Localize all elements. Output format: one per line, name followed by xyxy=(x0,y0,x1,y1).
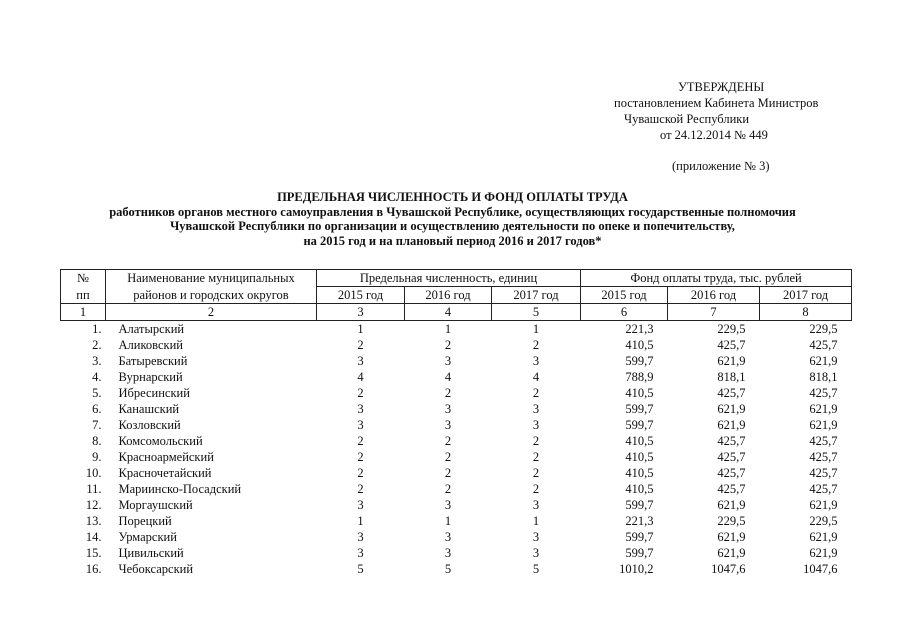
table-row xyxy=(61,529,852,545)
fund-2017: 621,9 xyxy=(809,354,838,368)
fund-2017: 425,7 xyxy=(809,482,838,496)
district-name: Козловский xyxy=(118,418,181,432)
column-number: 5 xyxy=(492,304,581,321)
headcount-2016: 3 xyxy=(444,354,452,368)
fund-2017: 1047,6 xyxy=(803,562,838,576)
headcount-2015: 2 xyxy=(357,434,364,448)
headcount-2015: 3 xyxy=(357,402,364,416)
headcount-2015: 2 xyxy=(357,450,364,464)
fund-2015: 599,7 xyxy=(625,546,654,560)
row-number: 14. xyxy=(85,530,102,544)
fund-2016: 621,9 xyxy=(717,498,746,512)
column-number: 8 xyxy=(760,304,852,321)
row-number: 2. xyxy=(92,338,102,352)
headcount-2017: 3 xyxy=(532,546,540,560)
fund-2016: 425,7 xyxy=(717,386,746,400)
header-num-top: № xyxy=(61,270,106,287)
fund-2016: 425,7 xyxy=(717,450,746,464)
fund-2016: 229,5 xyxy=(717,514,746,528)
fund-2017: 425,7 xyxy=(809,386,838,400)
column-number: 1 xyxy=(61,304,106,321)
headcount-2017: 2 xyxy=(532,338,540,352)
headcount-2016: 2 xyxy=(444,482,452,496)
fund-2015: 599,7 xyxy=(625,530,654,544)
fund-2016: 621,9 xyxy=(717,418,746,432)
district-name: Аликовский xyxy=(118,338,183,352)
headcount-2017: 2 xyxy=(532,450,540,464)
table-row xyxy=(61,417,852,433)
district-name: Урмарский xyxy=(118,530,177,544)
header-year: 2016 год xyxy=(668,287,760,304)
title-line-1: ПРЕДЕЛЬНАЯ ЧИСЛЕННОСТЬ И ФОНД ОПЛАТЫ ТРУДА xyxy=(277,190,628,204)
table-row xyxy=(61,465,852,481)
table-row xyxy=(61,337,852,353)
headcount-2015: 3 xyxy=(357,498,364,512)
headcount-2017: 3 xyxy=(532,402,540,416)
fund-2016: 425,7 xyxy=(717,482,746,496)
row-number: 16. xyxy=(85,562,102,576)
fund-2017: 621,9 xyxy=(809,530,838,544)
headcount-2017: 3 xyxy=(532,418,540,432)
headcount-2017: 3 xyxy=(532,354,540,368)
appendix-note: (приложение № 3) xyxy=(672,159,770,173)
headcount-2016: 2 xyxy=(444,338,452,352)
approval-heading: УТВЕРЖДЕНЫ xyxy=(678,80,765,94)
table-row xyxy=(61,321,852,338)
district-name: Вурнарский xyxy=(118,370,183,384)
fund-2015: 1010,2 xyxy=(619,562,654,576)
headcount-2017: 2 xyxy=(532,386,540,400)
table-row xyxy=(61,353,852,369)
row-number: 6. xyxy=(92,402,102,416)
headcount-2016: 4 xyxy=(444,370,452,384)
table-body xyxy=(61,321,852,578)
fund-2015: 410,5 xyxy=(625,466,654,480)
headcount-2015: 1 xyxy=(357,322,364,336)
fund-2015: 599,7 xyxy=(625,402,654,416)
fund-2015: 410,5 xyxy=(625,450,654,464)
headcount-2017: 3 xyxy=(532,498,540,512)
header-year: 2015 год xyxy=(581,287,668,304)
column-number: 4 xyxy=(405,304,492,321)
header-year: 2016 год xyxy=(405,287,492,304)
fund-2015: 599,7 xyxy=(625,498,654,512)
fund-2016: 1047,6 xyxy=(711,562,746,576)
table-row xyxy=(61,449,852,465)
column-number: 6 xyxy=(581,304,668,321)
title-line-3: Чувашской Республики по организации и осуществлению деятельности по опеке и попечительству, xyxy=(170,219,735,233)
headcount-fund-table xyxy=(60,269,852,577)
row-number: 11. xyxy=(86,482,102,496)
headcount-2015: 2 xyxy=(357,386,364,400)
row-number: 12. xyxy=(85,498,102,512)
headcount-2015: 2 xyxy=(357,482,364,496)
row-number: 15. xyxy=(85,546,102,560)
headcount-2016: 3 xyxy=(444,546,452,560)
district-name: Батыревский xyxy=(118,354,188,368)
headcount-2016: 5 xyxy=(444,562,452,576)
approval-republic: Чувашской Республики xyxy=(624,112,750,126)
approval-date-number: от 24.12.2014 № 449 xyxy=(660,128,768,142)
district-name: Красночетайский xyxy=(118,466,212,480)
fund-2015: 599,7 xyxy=(625,354,654,368)
row-number: 13. xyxy=(85,514,102,528)
district-name: Чебоксарский xyxy=(118,562,194,576)
headcount-2015: 2 xyxy=(357,466,364,480)
headcount-2017: 5 xyxy=(532,562,540,576)
headcount-2017: 4 xyxy=(532,370,540,384)
fund-2015: 410,5 xyxy=(625,434,654,448)
fund-2017: 425,7 xyxy=(809,434,838,448)
header-year: 2017 год xyxy=(760,287,852,304)
fund-2016: 425,7 xyxy=(717,466,746,480)
headcount-2016: 2 xyxy=(444,386,452,400)
table-row xyxy=(61,561,852,577)
table-row xyxy=(61,545,852,561)
headcount-2017: 2 xyxy=(532,482,540,496)
fund-2017: 621,9 xyxy=(809,498,838,512)
title-line-4: на 2015 год и на плановый период 2016 и 2017 годов* xyxy=(303,233,602,248)
headcount-2016: 3 xyxy=(444,402,452,416)
fund-2015: 221,3 xyxy=(625,514,654,528)
fund-2017: 425,7 xyxy=(809,338,838,352)
fund-2016: 425,7 xyxy=(717,434,746,448)
header-name-top: Наименование муниципальных xyxy=(106,270,317,287)
fund-2015: 599,7 xyxy=(625,418,654,432)
fund-2015: 788,9 xyxy=(625,370,654,384)
headcount-2015: 3 xyxy=(357,354,364,368)
headcount-2015: 3 xyxy=(357,546,364,560)
fund-2017: 425,7 xyxy=(809,450,838,464)
fund-2017: 229,5 xyxy=(809,514,838,528)
table-row xyxy=(61,481,852,497)
headcount-2017: 2 xyxy=(532,466,540,480)
fund-2017: 425,7 xyxy=(809,466,838,480)
headcount-2016: 2 xyxy=(444,466,452,480)
headcount-2015: 4 xyxy=(357,370,364,384)
approval-stamp xyxy=(612,79,852,174)
headcount-2016: 3 xyxy=(444,498,452,512)
fund-2016: 229,5 xyxy=(717,322,746,336)
fund-2015: 410,5 xyxy=(625,386,654,400)
row-number: 4. xyxy=(92,370,102,384)
row-number: 8. xyxy=(92,434,102,448)
headcount-2016: 3 xyxy=(444,530,452,544)
fund-2015: 410,5 xyxy=(625,338,654,352)
row-number: 5. xyxy=(92,386,102,400)
headcount-2016: 3 xyxy=(444,418,452,432)
headcount-2015: 2 xyxy=(357,338,364,352)
district-name: Ибресинский xyxy=(118,386,190,400)
column-number: 2 xyxy=(106,304,317,321)
fund-2015: 221,3 xyxy=(625,322,654,336)
fund-2015: 410,5 xyxy=(625,482,654,496)
headcount-2017: 1 xyxy=(532,322,540,336)
fund-2016: 425,7 xyxy=(717,338,746,352)
table-row xyxy=(61,369,852,385)
district-name: Моргаушский xyxy=(118,498,193,512)
headcount-2017: 3 xyxy=(532,530,540,544)
row-number: 1. xyxy=(92,322,102,336)
table-row xyxy=(61,497,852,513)
headcount-2017: 2 xyxy=(532,434,540,448)
district-name: Алатырский xyxy=(118,322,185,336)
headcount-2015: 5 xyxy=(357,562,364,576)
headcount-2015: 3 xyxy=(357,530,364,544)
district-name: Комсомольский xyxy=(118,434,203,448)
table-row xyxy=(61,385,852,401)
fund-2017: 621,9 xyxy=(809,418,838,432)
fund-2017: 621,9 xyxy=(809,546,838,560)
headcount-2016: 2 xyxy=(444,434,452,448)
headcount-2015: 1 xyxy=(357,514,364,528)
headcount-2016: 2 xyxy=(444,450,452,464)
fund-2017: 621,9 xyxy=(809,402,838,416)
table-row xyxy=(61,401,852,417)
table-row xyxy=(61,513,852,529)
approval-resolution: постановлением Кабинета Министров xyxy=(614,96,819,110)
header-num-bottom: пп xyxy=(61,287,106,304)
row-number: 3. xyxy=(92,354,102,368)
district-name: Порецкий xyxy=(118,514,172,528)
fund-2016: 621,9 xyxy=(717,354,746,368)
header-fund-group: Фонд оплаты труда, тыс. рублей xyxy=(581,270,852,287)
headcount-2015: 3 xyxy=(357,418,364,432)
header-year: 2015 год xyxy=(317,287,405,304)
header-headcount-group: Предельная численность, единиц xyxy=(317,270,581,287)
headcount-2016: 1 xyxy=(444,322,452,336)
fund-2016: 818,1 xyxy=(717,370,746,384)
row-number: 10. xyxy=(85,466,102,480)
column-number: 3 xyxy=(317,304,405,321)
row-number: 7. xyxy=(92,418,102,432)
district-name: Канашский xyxy=(118,402,180,416)
title-line-2: работников органов местного самоуправления в Чувашской Республике, осуществляющих государственные полномочия xyxy=(109,204,796,219)
column-number: 7 xyxy=(668,304,760,321)
table-row xyxy=(61,433,852,449)
fund-2016: 621,9 xyxy=(717,530,746,544)
fund-2017: 818,1 xyxy=(809,370,838,384)
fund-2016: 621,9 xyxy=(717,546,746,560)
headcount-2016: 1 xyxy=(444,514,452,528)
headcount-2017: 1 xyxy=(532,514,540,528)
fund-2017: 229,5 xyxy=(809,322,838,336)
district-name: Цивильский xyxy=(118,546,184,560)
row-number: 9. xyxy=(92,450,102,464)
table-header xyxy=(61,270,852,321)
document-title xyxy=(0,190,905,248)
district-name: Мариинско-Посадский xyxy=(118,482,242,496)
header-name-bottom: районов и городских округов xyxy=(106,287,317,304)
district-name: Красноармейский xyxy=(118,450,214,464)
header-year: 2017 год xyxy=(492,287,581,304)
fund-2016: 621,9 xyxy=(717,402,746,416)
